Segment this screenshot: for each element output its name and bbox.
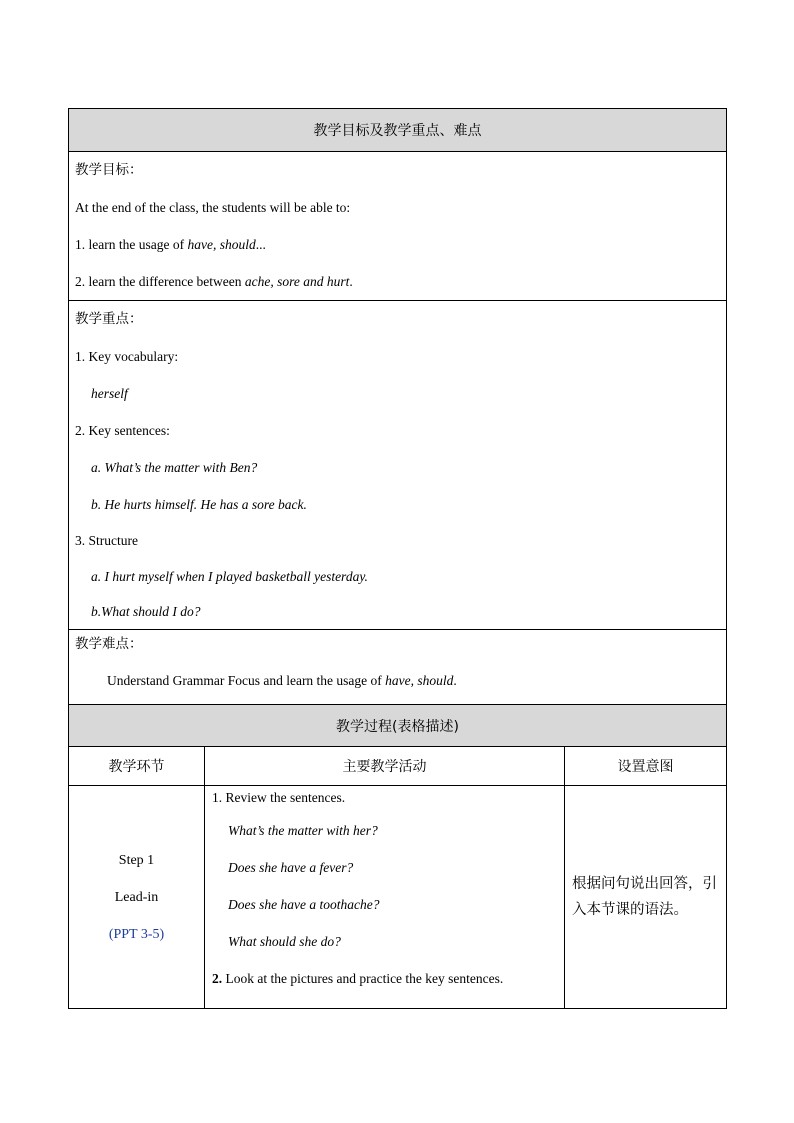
goals-title: 教学目标： [75,162,143,178]
difficulties-section [69,630,727,705]
key-sentence-b: b. He hurts himself. He has a sore back. [91,497,307,512]
activity-review: 1. Review the sentences. [212,790,346,805]
review-question-2: Does she have a fever? [228,860,354,875]
step-number: Step 1 [118,852,155,868]
goal-item-2: 2. learn the difference between ache, sore and hurt. [75,274,353,289]
step-name: Lead-in [114,889,159,905]
key-points-section [69,301,727,630]
key-vocabulary-label: 1. Key vocabulary: [75,349,179,364]
goal-item-1: 1. learn the usage of have, should... [75,237,266,252]
difficulties-text: Understand Grammar Focus and learn the usage of have, should. [107,673,457,688]
column-header-intent: 设置意图 [565,747,727,786]
key-sentence-a: a. What’s the matter with Ben? [91,460,258,475]
lesson-plan-table [68,108,727,1009]
review-question-3: Does she have a toothache? [228,897,380,912]
section-header-process: 教学过程(表格描述) [69,705,727,747]
teaching-goals-section [69,152,727,301]
difficulties-title: 教学难点： [75,636,143,652]
goals-intro: At the end of the class, the students will be able to: [75,200,351,215]
structure-label: 3. Structure [75,533,138,548]
key-vocabulary-word: herself [91,386,128,401]
structure-b: b.What should I do? [91,604,201,619]
column-header-activities: 主要教学活动 [205,747,565,786]
activity-practice: 2. Look at the pictures and practice the key sentences. [212,971,504,986]
review-question-1: What’s the matter with her? [228,823,378,838]
step-1-activities [205,786,565,1009]
key-sentences-label: 2. Key sentences: [75,423,170,438]
key-points-title: 教学重点： [75,311,143,327]
section-header-goals: 教学目标及教学重点、难点 [69,109,727,152]
column-header-stage: 教学环节 [69,747,205,786]
structure-a: a. I hurt myself when I played basketball yesterday. [91,569,368,584]
review-question-4: What should she do? [228,934,341,949]
step-1-intent: 根据问句说出回答，引入本节课的语法。 [565,786,727,1009]
step-ppt-reference: (PPT 3-5) [108,926,165,942]
step-1-cell [69,786,205,1009]
